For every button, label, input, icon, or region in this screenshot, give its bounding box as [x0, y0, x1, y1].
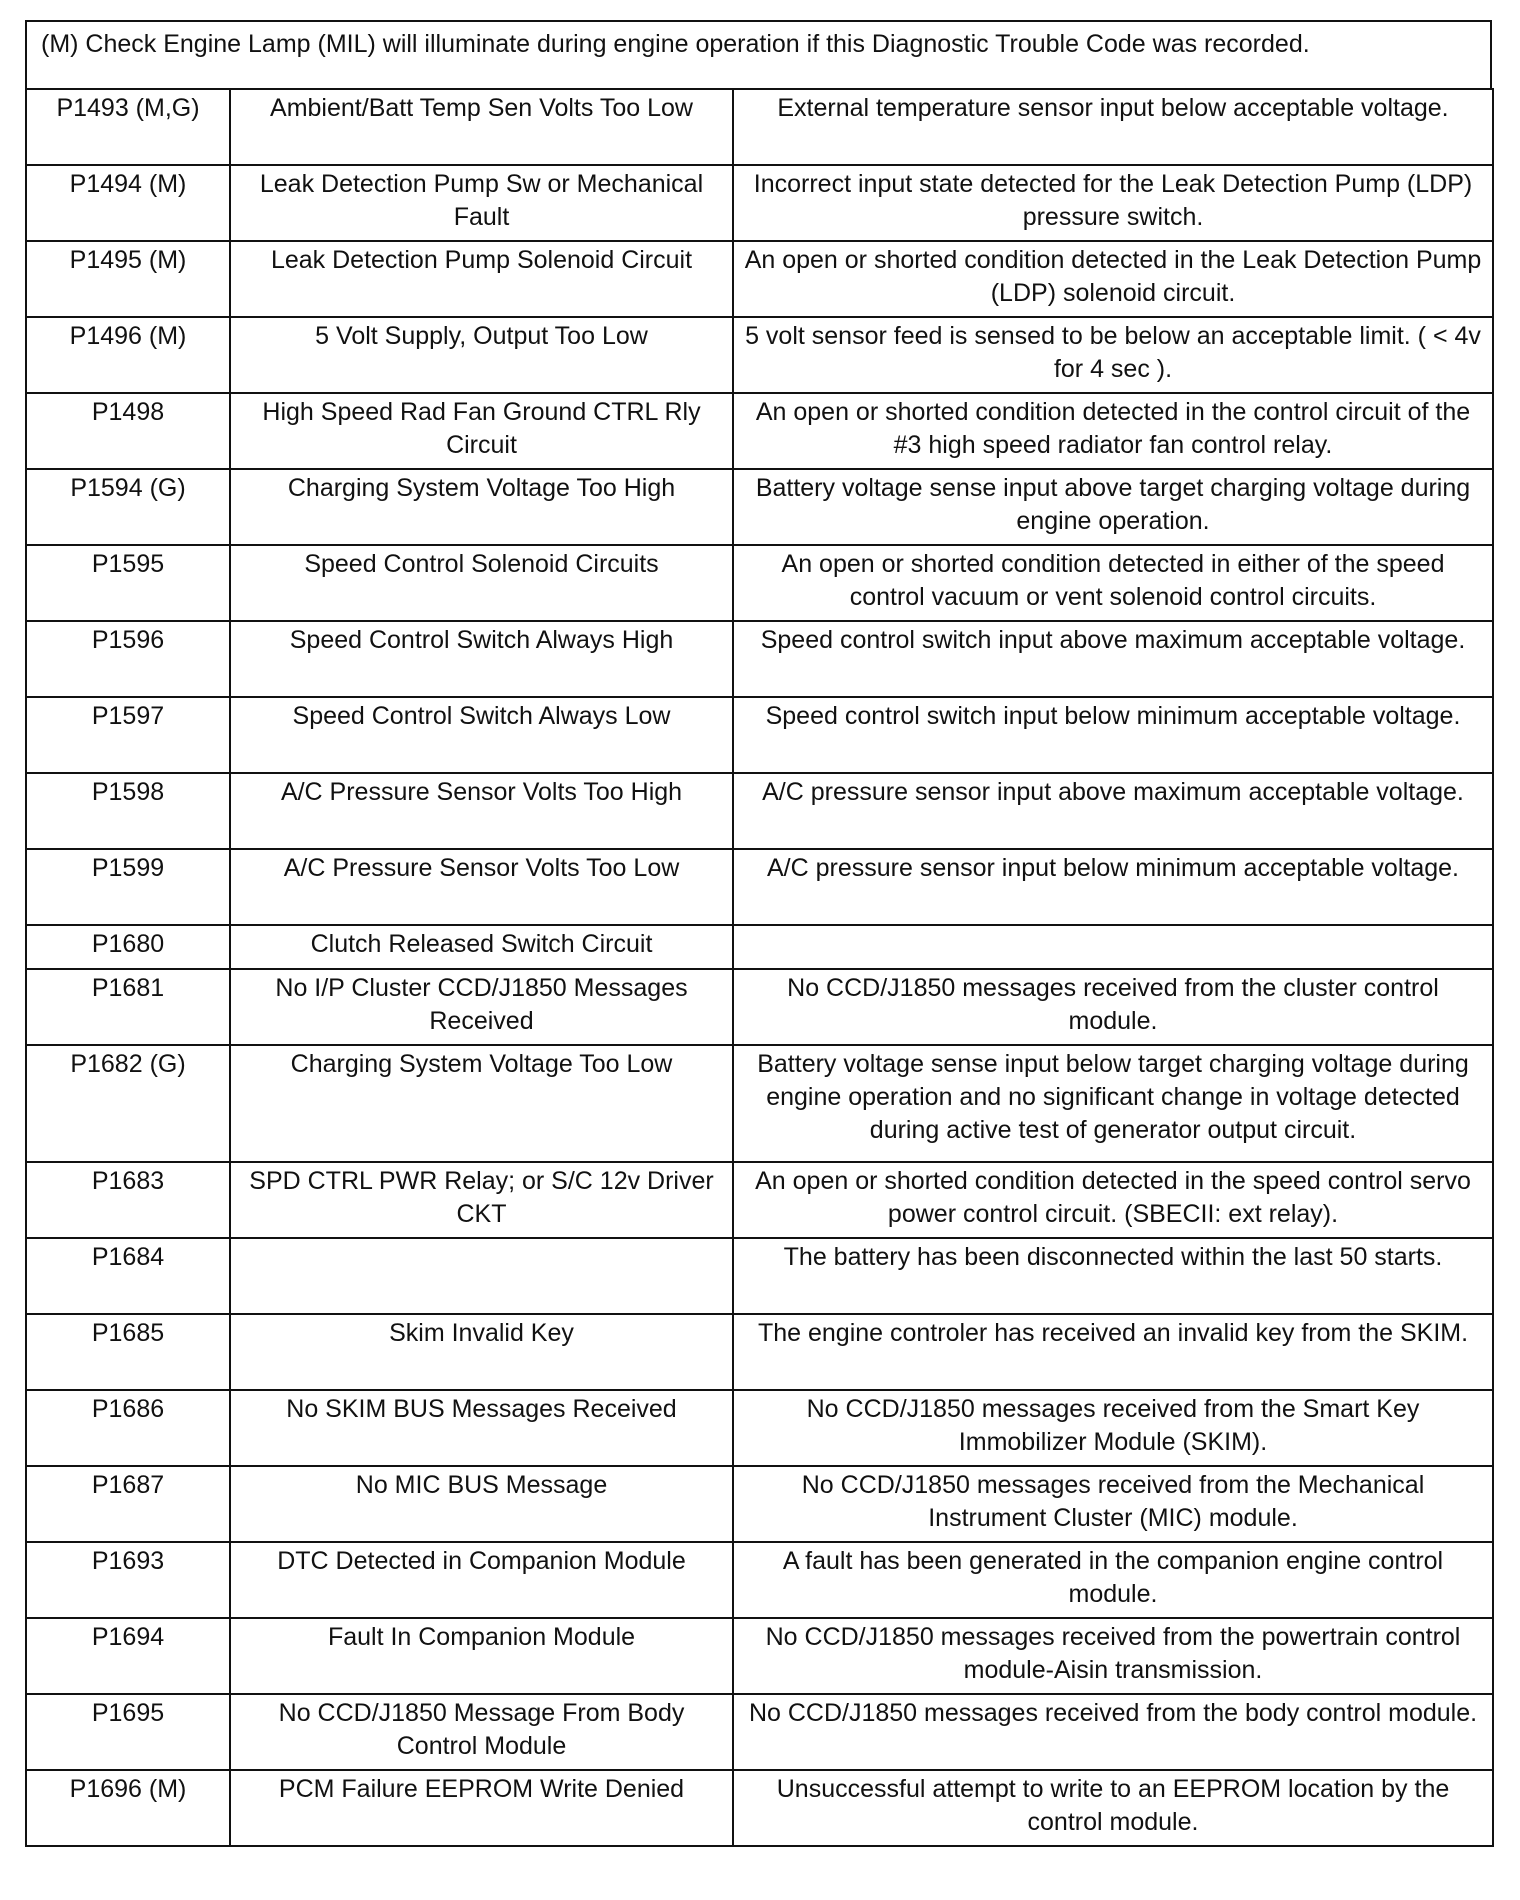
dtc-description-cell: Speed control switch input above maximum acceptable voltage. [733, 621, 1493, 697]
dtc-name-cell: No MIC BUS Message [230, 1466, 733, 1542]
dtc-table [25, 88, 1494, 1847]
dtc-code-cell: P1696 (M) [26, 1770, 230, 1846]
dtc-name-cell: No I/P Cluster CCD/J1850 Messages Received [230, 969, 733, 1045]
table-row [26, 1314, 1493, 1390]
table-row [26, 165, 1493, 241]
table-row [26, 393, 1493, 469]
dtc-description-cell: 5 volt sensor feed is sensed to be below an acceptable limit. ( < 4v for 4 sec ). [733, 317, 1493, 393]
dtc-code-cell: P1598 [26, 773, 230, 849]
dtc-name-cell: Charging System Voltage Too Low [230, 1045, 733, 1162]
dtc-description-cell: No CCD/J1850 messages received from the powertrain control module-Aisin transmission. [733, 1618, 1493, 1694]
dtc-code-cell: P1684 [26, 1238, 230, 1314]
table-row [26, 1162, 1493, 1238]
dtc-code-cell: P1685 [26, 1314, 230, 1390]
table-row [26, 697, 1493, 773]
dtc-code-cell: P1498 [26, 393, 230, 469]
table-row [26, 545, 1493, 621]
dtc-code-cell: P1493 (M,G) [26, 89, 230, 165]
dtc-code-cell: P1596 [26, 621, 230, 697]
dtc-name-cell: A/C Pressure Sensor Volts Too Low [230, 849, 733, 925]
dtc-description-cell: An open or shorted condition detected in the control circuit of the #3 high speed radiator fan control relay. [733, 393, 1493, 469]
dtc-code-cell: P1594 (G) [26, 469, 230, 545]
dtc-name-cell: Fault In Companion Module [230, 1618, 733, 1694]
table-row [26, 1542, 1493, 1618]
dtc-name-cell: Clutch Released Switch Circuit [230, 925, 733, 969]
dtc-description-cell: No CCD/J1850 messages received from the Smart Key Immobilizer Module (SKIM). [733, 1390, 1493, 1466]
dtc-description-cell: No CCD/J1850 messages received from the cluster control module. [733, 969, 1493, 1045]
dtc-code-cell: P1595 [26, 545, 230, 621]
table-row [26, 241, 1493, 317]
dtc-description-cell: No CCD/J1850 messages received from the Mechanical Instrument Cluster (MIC) module. [733, 1466, 1493, 1542]
dtc-name-cell: Skim Invalid Key [230, 1314, 733, 1390]
table-row [26, 1045, 1493, 1162]
dtc-code-cell: P1683 [26, 1162, 230, 1238]
dtc-name-cell: No SKIM BUS Messages Received [230, 1390, 733, 1466]
dtc-name-cell: PCM Failure EEPROM Write Denied [230, 1770, 733, 1846]
table-row [26, 317, 1493, 393]
dtc-description-cell: A/C pressure sensor input above maximum acceptable voltage. [733, 773, 1493, 849]
table-row [26, 1466, 1493, 1542]
table-row [26, 969, 1493, 1045]
dtc-name-cell: Speed Control Switch Always High [230, 621, 733, 697]
dtc-name-cell: DTC Detected in Companion Module [230, 1542, 733, 1618]
table-row [26, 1238, 1493, 1314]
mil-note: (M) Check Engine Lamp (MIL) will illuminate during engine operation if this Diagnostic Trouble Code was recorded. [25, 20, 1492, 88]
dtc-name-cell: High Speed Rad Fan Ground CTRL Rly Circuit [230, 393, 733, 469]
dtc-code-cell: P1693 [26, 1542, 230, 1618]
dtc-name-cell: Speed Control Solenoid Circuits [230, 545, 733, 621]
dtc-table-body [26, 89, 1493, 1846]
dtc-name-cell: Charging System Voltage Too High [230, 469, 733, 545]
dtc-description-cell: Battery voltage sense input below target charging voltage during engine operation and no significant change in voltage detected during active test of generator output circuit. [733, 1045, 1493, 1162]
dtc-name-cell: SPD CTRL PWR Relay; or S/C 12v Driver CKT [230, 1162, 733, 1238]
dtc-description-cell: The engine controler has received an invalid key from the SKIM. [733, 1314, 1493, 1390]
dtc-name-cell: Leak Detection Pump Solenoid Circuit [230, 241, 733, 317]
table-row [26, 773, 1493, 849]
dtc-description-cell: The battery has been disconnected within the last 50 starts. [733, 1238, 1493, 1314]
table-row [26, 1694, 1493, 1770]
dtc-code-cell: P1597 [26, 697, 230, 773]
dtc-description-cell: Battery voltage sense input above target charging voltage during engine operation. [733, 469, 1493, 545]
dtc-description-cell: A/C pressure sensor input below minimum acceptable voltage. [733, 849, 1493, 925]
dtc-description-cell: An open or shorted condition detected in either of the speed control vacuum or vent solenoid control circuits. [733, 545, 1493, 621]
dtc-name-cell: Leak Detection Pump Sw or Mechanical Fault [230, 165, 733, 241]
dtc-name-cell: No CCD/J1850 Message From Body Control Module [230, 1694, 733, 1770]
table-row [26, 1390, 1493, 1466]
dtc-code-cell: P1695 [26, 1694, 230, 1770]
dtc-code-cell: P1495 (M) [26, 241, 230, 317]
dtc-name-cell: Ambient/Batt Temp Sen Volts Too Low [230, 89, 733, 165]
table-row [26, 1770, 1493, 1846]
dtc-name-cell [230, 1238, 733, 1314]
table-row [26, 621, 1493, 697]
dtc-code-cell: P1496 (M) [26, 317, 230, 393]
dtc-code-cell: P1599 [26, 849, 230, 925]
dtc-code-cell: P1682 (G) [26, 1045, 230, 1162]
table-row [26, 89, 1493, 165]
dtc-name-cell: A/C Pressure Sensor Volts Too High [230, 773, 733, 849]
dtc-description-cell: No CCD/J1850 messages received from the body control module. [733, 1694, 1493, 1770]
dtc-description-cell [733, 925, 1493, 969]
dtc-description-cell: An open or shorted condition detected in the Leak Detection Pump (LDP) solenoid circuit. [733, 241, 1493, 317]
dtc-description-cell: An open or shorted condition detected in the speed control servo power control circuit. (SBECII: ext relay). [733, 1162, 1493, 1238]
dtc-code-cell: P1694 [26, 1618, 230, 1694]
dtc-description-cell: Speed control switch input below minimum acceptable voltage. [733, 697, 1493, 773]
dtc-description-cell: Incorrect input state detected for the Leak Detection Pump (LDP) pressure switch. [733, 165, 1493, 241]
table-row [26, 469, 1493, 545]
dtc-description-cell: A fault has been generated in the companion engine control module. [733, 1542, 1493, 1618]
dtc-code-cell: P1687 [26, 1466, 230, 1542]
dtc-document [25, 20, 1492, 1847]
dtc-name-cell: 5 Volt Supply, Output Too Low [230, 317, 733, 393]
dtc-description-cell: External temperature sensor input below acceptable voltage. [733, 89, 1493, 165]
dtc-code-cell: P1681 [26, 969, 230, 1045]
table-row [26, 925, 1493, 969]
table-row [26, 849, 1493, 925]
dtc-code-cell: P1680 [26, 925, 230, 969]
table-row [26, 1618, 1493, 1694]
dtc-code-cell: P1494 (M) [26, 165, 230, 241]
dtc-code-cell: P1686 [26, 1390, 230, 1466]
dtc-name-cell: Speed Control Switch Always Low [230, 697, 733, 773]
dtc-description-cell: Unsuccessful attempt to write to an EEPROM location by the control module. [733, 1770, 1493, 1846]
